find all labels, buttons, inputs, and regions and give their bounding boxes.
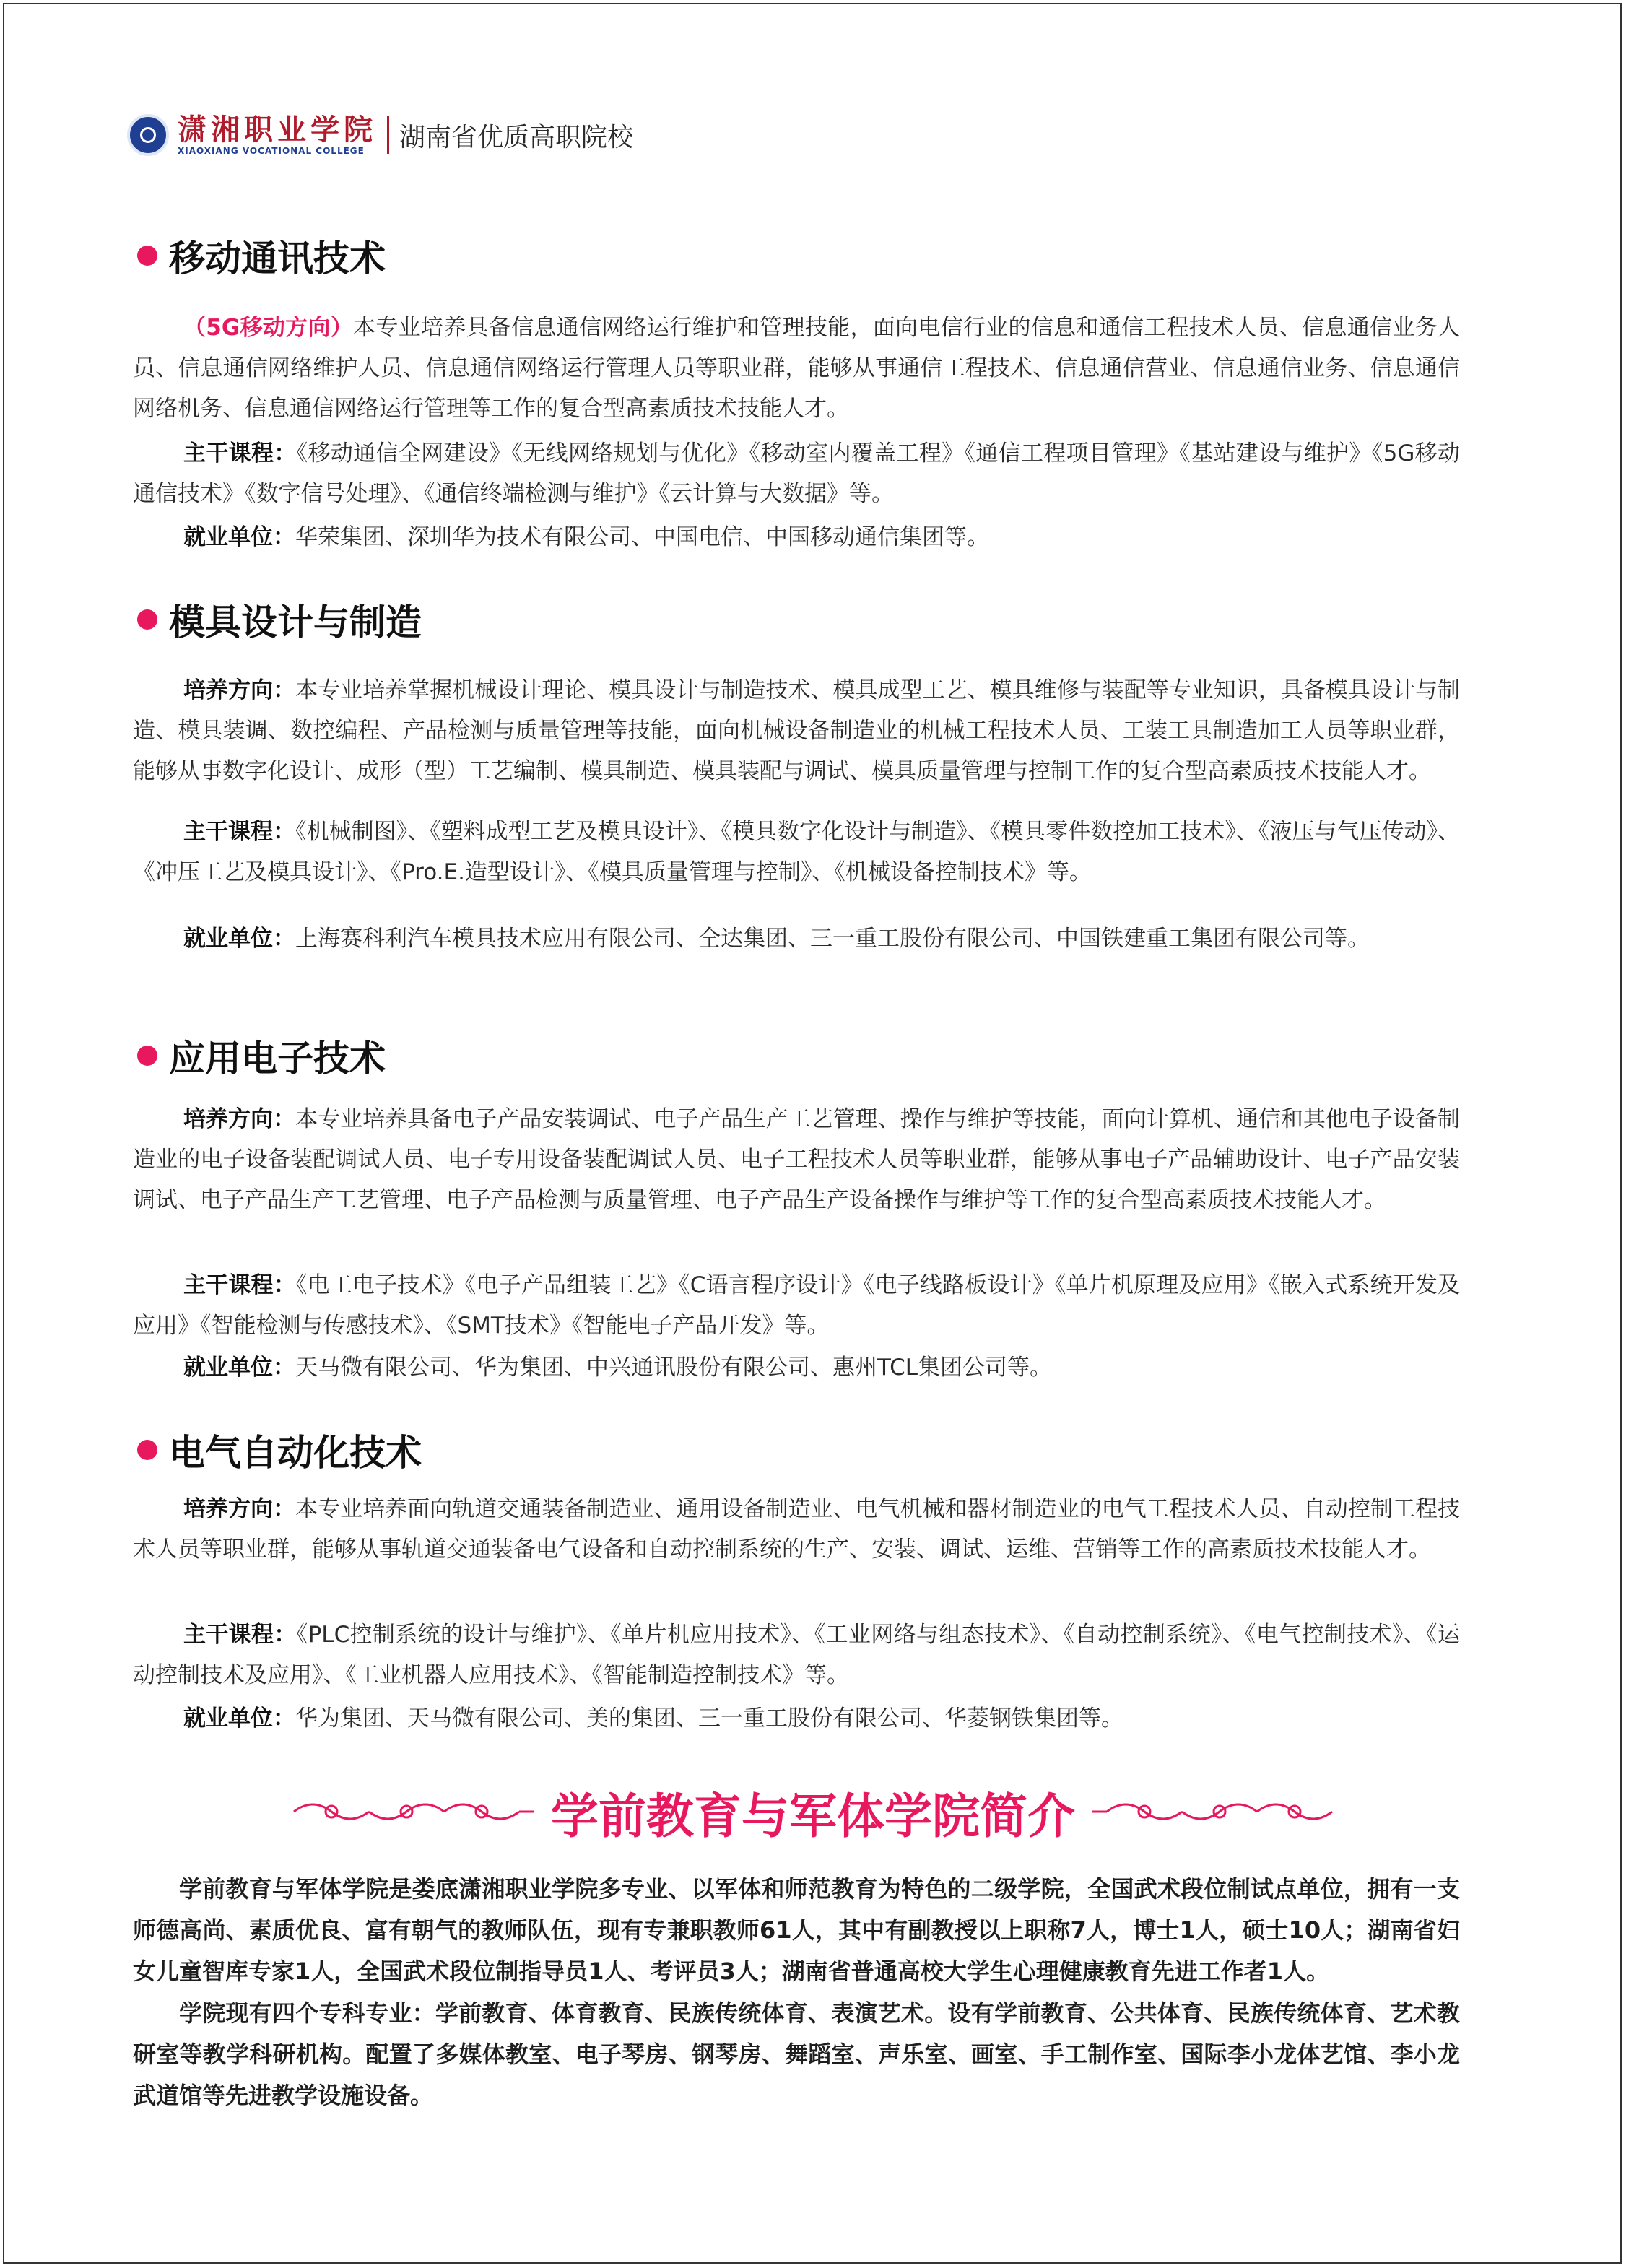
major-direction-highlight: （5G移动方向） [183, 315, 354, 341]
direction-label: 培养方向： [183, 1106, 296, 1132]
core-courses [133, 1265, 1460, 1346]
college-majors-paragraph: 学院现有四个专科专业：学前教育、体育教育、民族传统体育、表演艺术。设有学前教育、公共体育、民族传统体育、艺术教研室等教学科研机构。配置了多媒体教室、电子琴房、钢琴房、舞蹈室、声乐室、画室、手工制作室、国际李小龙体艺馆、李小龙武道馆等先进教学设施设备。 [133, 1999, 1460, 2109]
logo-english-name: XIAOXIANG VOCATIONAL COLLEGE [178, 146, 365, 156]
employers-label: 就业单位： [183, 926, 295, 952]
direction-text: 本专业培养掌握机械设计理论、模具设计与制造技术、模具成型工艺、模具维修与装配等专业知识，具备模具设计与制造、模具装调、数控编程、产品检测与质量管理等技能，面向机械设备制造业的机械工程技术人员、工装工具制造加工人员等职业群，能够从事数字化设计、成形（型）工艺编制、模具制造、模具装配与调试、模具质量管理与控制工作的复合型高素质技术技能人才。 [133, 677, 1460, 784]
bullet-dot-icon [137, 1046, 157, 1066]
section-title-text: 电气自动化技术 [169, 1432, 422, 1474]
section-title [137, 233, 386, 279]
training-direction [133, 308, 1460, 429]
employers-text: 天马微有限公司、华为集团、中兴通讯股份有限公司、惠州TCL集团公司等。 [295, 1355, 1053, 1381]
employers-text: 华为集团、天马微有限公司、美的集团、三一重工股份有限公司、华菱钢铁集团等。 [295, 1706, 1123, 1732]
employers-text: 华荣集团、深圳华为技术有限公司、中国电信、中国移动通信集团等。 [295, 524, 989, 550]
training-direction [133, 1489, 1460, 1570]
courses-label: 主干课程： [183, 1272, 296, 1298]
training-direction [133, 1099, 1460, 1220]
employers [133, 918, 1460, 959]
courses-text: 《电工电子技术》《电子产品组装工艺》《C语言程序设计》《电子线路板设计》《单片机原理及应用》《嵌入式系统开发及应用》《智能检测与传感技术》、《SMT技术》《智能电子产品开发》等。 [133, 1272, 1461, 1339]
direction-text: 本专业培养面向轨道交通装备制造业、通用设备制造业、电气机械和器材制造业的电气工程技术人员、自动控制工程技术人员等职业群，能够从事轨道交通装备电气设备和自动控制系统的生产、安装、调试、运维、营销等工作的高素质技术技能人才。 [133, 1496, 1460, 1563]
left-flourish-icon [291, 1794, 536, 1830]
courses-text: 《移动通信全网建设》《无线网络规划与优化》《移动室内覆盖工程》《通信工程项目管理》《基站建设与维护》《5G移动通信技术》《数字信号处理》、《通信终端检测与维护》《云计算与大数据》等。 [133, 440, 1461, 507]
page-header [127, 110, 633, 160]
courses-text: 《PLC控制系统的设计与维护》、《单片机应用技术》、《工业网络与组态技术》、《自动控制系统》、《电气控制技术》、《运动控制技术及应用》、《工业机器人应用技术》、《智能制造控制技术》等。 [133, 1622, 1461, 1688]
employers [133, 1698, 1460, 1739]
college-intro-paragraph: 学前教育与军体学院是娄底潇湘职业学院多专业、以军体和师范教育为特色的二级学院，全国武术段位制试点单位，拥有一支师德高尚、素质优良、富有朝气的教师队伍，现有专兼职教师61人，其中有副教授以上职称7人，博士1人，硕士10人；湖南省妇女儿童智库专家1人，全国武术段位制指导员1人、考评员3人；湖南省普通高校大学生心理健康教育先进工作者1人。 [133, 1875, 1460, 1985]
section-title-text: 模具设计与制造 [169, 601, 422, 643]
direction-text: 本专业培养具备电子产品安装调试、电子产品生产工艺管理、操作与维护等技能，面向计算机、通信和其他电子设备制造业的电子设备装配调试人员、电子专用设备装配调试人员、电子工程技术人员等职业群，能够从事电子产品辅助设计、电子产品安装调试、电子产品生产工艺管理、电子产品检测与质量管理、电子产品生产设备操作与维护等工作的复合型高素质技术技能人才。 [133, 1106, 1460, 1213]
direction-text: 本专业培养具备信息通信网络运行维护和管理技能，面向电信行业的信息和通信工程技术人员、信息通信业务人员、信息通信网络维护人员、信息通信网络运行管理人员等职业群，能够从事通信工程技术、信息通信营业、信息通信业务、信息通信网络机务、信息通信网络运行管理等工作的复合型高素质技术技能人才。 [133, 315, 1461, 422]
training-direction [133, 670, 1460, 791]
college-seal-icon [127, 114, 169, 156]
employers [133, 517, 1460, 557]
college-logo [178, 114, 377, 156]
courses-text: 《机械制图》、《塑料成型工艺及模具设计》、《模具数字化设计与制造》、《模具零件数控加工技术》、《液压与气压传动》、《冲压工艺及模具设计》、《Pro.E.造型设计》、《模具质量管理与控制》、《机械设备控制技术》等。 [133, 819, 1461, 885]
courses-label: 主干课程： [183, 819, 296, 845]
bullet-dot-icon [137, 246, 157, 266]
employers-label: 就业单位： [183, 1706, 295, 1732]
employers-label: 就业单位： [183, 524, 295, 550]
section-title [137, 1427, 422, 1473]
section-title [137, 1033, 386, 1079]
bullet-dot-icon [137, 609, 157, 630]
courses-label: 主干课程： [183, 440, 297, 466]
college-intro-banner [245, 1779, 1381, 1844]
employers-label: 就业单位： [183, 1355, 295, 1381]
employers-text: 上海赛科利汽车模具技术应用有限公司、仝达集团、三一重工股份有限公司、中国铁建重工集团有限公司等。 [295, 926, 1370, 952]
logo-chinese-name: 潇湘职业学院 [178, 113, 377, 147]
bullet-dot-icon [137, 1440, 157, 1460]
section-title-text: 应用电子技术 [169, 1038, 386, 1079]
section-title-text: 移动通讯技术 [169, 238, 386, 279]
section-title [137, 596, 422, 643]
right-flourish-icon [1090, 1794, 1335, 1830]
employers [133, 1347, 1460, 1388]
core-courses [133, 1615, 1460, 1695]
direction-label: 培养方向： [183, 1496, 296, 1522]
banner-title: 学前教育与军体学院简介 [551, 1788, 1075, 1844]
header-tagline: 湖南省优质高职院校 [399, 122, 634, 152]
core-courses [133, 812, 1460, 892]
direction-label: 培养方向： [183, 677, 296, 703]
core-courses [133, 433, 1460, 514]
courses-label: 主干课程： [183, 1622, 297, 1648]
header-divider [387, 116, 389, 154]
